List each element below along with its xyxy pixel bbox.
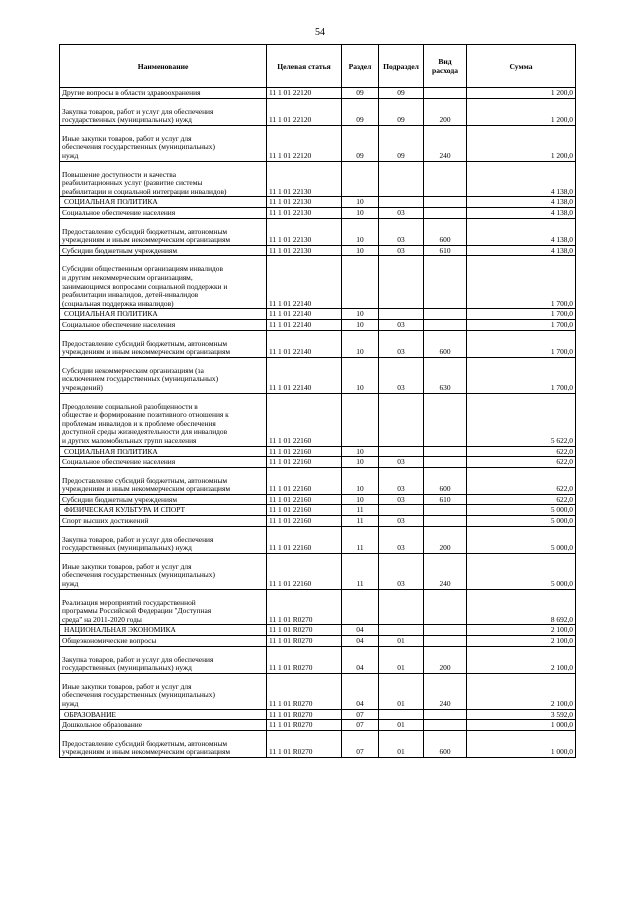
cell-subsection: 03	[379, 330, 424, 357]
cell-expense-type	[424, 256, 467, 309]
cell-name: ФИЗИЧЕСКАЯ КУЛЬТУРА И СПОРТ	[60, 505, 267, 516]
cell-amount: 1 700,0	[467, 357, 576, 393]
table-row	[60, 589, 576, 625]
budget-table	[59, 44, 576, 758]
cell-section: 11	[342, 505, 379, 516]
cell-amount: 1 200,0	[467, 88, 576, 99]
cell-target: 11 1 01 22130	[267, 197, 342, 208]
cell-target: 11 1 01 R0270	[267, 636, 342, 647]
table-row	[60, 730, 576, 757]
cell-section	[342, 393, 379, 446]
cell-name: Социальное обеспечение населения	[60, 207, 267, 218]
cell-target: 11 1 01 22130	[267, 207, 342, 218]
cell-target: 11 1 01 22140	[267, 319, 342, 330]
header-target: Целевая статья	[267, 45, 342, 88]
cell-section: 10	[342, 467, 379, 494]
cell-amount: 1 200,0	[467, 98, 576, 125]
cell-name: Предоставление субсидий бюджетным, автономным учреждениям и иным некоммерческим организациям	[60, 218, 267, 245]
cell-subsection: 01	[379, 673, 424, 709]
cell-expense-type: 600	[424, 467, 467, 494]
table-row	[60, 446, 576, 457]
cell-target: 11 1 01 R0270	[267, 709, 342, 720]
cell-amount: 4 138,0	[467, 197, 576, 208]
cell-name: Иные закупки товаров, работ и услуг для обеспечения государственных (муниципальных) нужд	[60, 553, 267, 589]
cell-section: 09	[342, 98, 379, 125]
table-row	[60, 646, 576, 673]
cell-section: 10	[342, 446, 379, 457]
cell-section: 04	[342, 636, 379, 647]
cell-section: 09	[342, 88, 379, 99]
table-row	[60, 125, 576, 161]
cell-amount: 622,0	[467, 494, 576, 505]
cell-expense-type	[424, 636, 467, 647]
cell-amount: 1 700,0	[467, 319, 576, 330]
table-row	[60, 720, 576, 731]
cell-subsection	[379, 709, 424, 720]
cell-amount: 2 100,0	[467, 673, 576, 709]
cell-subsection: 03	[379, 207, 424, 218]
cell-subsection	[379, 589, 424, 625]
table-row	[60, 319, 576, 330]
cell-section: 10	[342, 357, 379, 393]
header-name: Наименование	[60, 45, 267, 88]
cell-name: Иные закупки товаров, работ и услуг для обеспечения государственных (муниципальных) нужд	[60, 125, 267, 161]
table-row	[60, 393, 576, 446]
cell-name: Субсидии некоммерческим организациям (за исключением государственных (муниципальных) учреждений)	[60, 357, 267, 393]
cell-name: Закупка товаров, работ и услуг для обеспечения государственных (муниципальных) нужд	[60, 646, 267, 673]
cell-expense-type	[424, 161, 467, 197]
cell-subsection	[379, 446, 424, 457]
cell-expense-type: 600	[424, 218, 467, 245]
cell-amount: 5 000,0	[467, 505, 576, 516]
cell-name: Дошкольное образование	[60, 720, 267, 731]
cell-expense-type	[424, 625, 467, 636]
table-row	[60, 98, 576, 125]
cell-subsection: 03	[379, 319, 424, 330]
cell-subsection: 03	[379, 357, 424, 393]
cell-expense-type: 240	[424, 673, 467, 709]
cell-target: 11 1 01 22160	[267, 553, 342, 589]
cell-target: 11 1 01 R0270	[267, 730, 342, 757]
cell-target: 11 1 01 22160	[267, 505, 342, 516]
cell-subsection: 09	[379, 98, 424, 125]
cell-section: 11	[342, 553, 379, 589]
cell-subsection: 03	[379, 467, 424, 494]
cell-subsection	[379, 256, 424, 309]
cell-amount: 2 100,0	[467, 646, 576, 673]
cell-name: Субсидии общественным организациям инвалидов и другим некоммерческим организациям, занимающимся вопросами социальной поддержки и реабилитации инвалидов, детей-инвалидов (социальная поддержка инвалидов)	[60, 256, 267, 309]
cell-target: 11 1 01 22140	[267, 330, 342, 357]
cell-expense-type: 630	[424, 357, 467, 393]
cell-name: Реализация мероприятий государственной программы Российской Федерации "Доступная среда" на 2011-2020 годы	[60, 589, 267, 625]
cell-name: Социальное обеспечение населения	[60, 319, 267, 330]
cell-subsection	[379, 309, 424, 320]
cell-amount: 8 692,0	[467, 589, 576, 625]
cell-section: 10	[342, 319, 379, 330]
cell-target: 11 1 01 22120	[267, 125, 342, 161]
table-row	[60, 673, 576, 709]
cell-section	[342, 161, 379, 197]
cell-target: 11 1 01 22160	[267, 516, 342, 527]
cell-expense-type: 240	[424, 553, 467, 589]
cell-amount: 622,0	[467, 446, 576, 457]
cell-name: СОЦИАЛЬНАЯ ПОЛИТИКА	[60, 446, 267, 457]
table-row	[60, 161, 576, 197]
cell-expense-type	[424, 720, 467, 731]
cell-name: ОБРАЗОВАНИЕ	[60, 709, 267, 720]
cell-expense-type: 200	[424, 526, 467, 553]
cell-amount: 4 138,0	[467, 218, 576, 245]
cell-name: Предоставление субсидий бюджетным, автономным учреждениям и иным некоммерческим организациям	[60, 330, 267, 357]
cell-amount: 1 700,0	[467, 330, 576, 357]
table-row	[60, 245, 576, 256]
table-row	[60, 256, 576, 309]
cell-expense-type	[424, 457, 467, 468]
cell-target: 11 1 01 R0270	[267, 646, 342, 673]
cell-subsection	[379, 197, 424, 208]
cell-amount: 4 138,0	[467, 161, 576, 197]
cell-subsection	[379, 393, 424, 446]
table-row	[60, 516, 576, 527]
table-row	[60, 207, 576, 218]
cell-expense-type	[424, 319, 467, 330]
cell-amount: 2 100,0	[467, 625, 576, 636]
cell-amount: 4 138,0	[467, 245, 576, 256]
cell-section: 10	[342, 245, 379, 256]
cell-name: Предоставление субсидий бюджетным, автономным учреждениям и иным некоммерческим организациям	[60, 730, 267, 757]
cell-target: 11 1 01 R0270	[267, 589, 342, 625]
table-row	[60, 494, 576, 505]
cell-section: 10	[342, 494, 379, 505]
cell-target: 11 1 01 22130	[267, 218, 342, 245]
cell-amount: 622,0	[467, 467, 576, 494]
cell-section	[342, 589, 379, 625]
cell-name: НАЦИОНАЛЬНАЯ ЭКОНОМИКА	[60, 625, 267, 636]
header-amount: Сумма	[467, 45, 576, 88]
cell-section: 10	[342, 218, 379, 245]
cell-subsection: 03	[379, 245, 424, 256]
cell-name: Другие вопросы в области здравоохранения	[60, 88, 267, 99]
table-header-row	[60, 45, 576, 88]
cell-name: Закупка товаров, работ и услуг для обеспечения государственных (муниципальных) нужд	[60, 526, 267, 553]
table-row	[60, 467, 576, 494]
cell-subsection: 09	[379, 88, 424, 99]
cell-target: 11 1 01 22160	[267, 494, 342, 505]
cell-subsection: 01	[379, 720, 424, 731]
table-row	[60, 625, 576, 636]
cell-name: СОЦИАЛЬНАЯ ПОЛИТИКА	[60, 309, 267, 320]
cell-target: 11 1 01 22160	[267, 526, 342, 553]
cell-subsection	[379, 161, 424, 197]
cell-target: 11 1 01 22130	[267, 245, 342, 256]
cell-subsection: 03	[379, 218, 424, 245]
cell-amount: 2 100,0	[467, 636, 576, 647]
table-row	[60, 526, 576, 553]
cell-section: 10	[342, 309, 379, 320]
cell-expense-type: 610	[424, 494, 467, 505]
table-row	[60, 709, 576, 720]
cell-name: Иные закупки товаров, работ и услуг для обеспечения государственных (муниципальных) нужд	[60, 673, 267, 709]
cell-expense-type	[424, 309, 467, 320]
cell-section: 10	[342, 197, 379, 208]
table-row	[60, 505, 576, 516]
cell-target: 11 1 01 22130	[267, 161, 342, 197]
cell-section: 11	[342, 526, 379, 553]
cell-expense-type: 610	[424, 245, 467, 256]
cell-target: 11 1 01 R0270	[267, 625, 342, 636]
header-section: Раздел	[342, 45, 379, 88]
header-expense-type: Вид расхода	[424, 45, 467, 88]
cell-subsection: 03	[379, 494, 424, 505]
cell-section	[342, 256, 379, 309]
table-row	[60, 636, 576, 647]
cell-section: 07	[342, 720, 379, 731]
cell-amount: 622,0	[467, 457, 576, 468]
cell-expense-type	[424, 197, 467, 208]
cell-subsection: 01	[379, 636, 424, 647]
cell-section: 04	[342, 625, 379, 636]
cell-expense-type: 600	[424, 330, 467, 357]
cell-expense-type	[424, 446, 467, 457]
cell-expense-type: 200	[424, 98, 467, 125]
cell-section: 07	[342, 730, 379, 757]
cell-expense-type	[424, 207, 467, 218]
cell-expense-type	[424, 505, 467, 516]
cell-subsection	[379, 625, 424, 636]
cell-expense-type	[424, 393, 467, 446]
cell-name: Субсидии бюджетным учреждениям	[60, 245, 267, 256]
cell-amount: 5 622,0	[467, 393, 576, 446]
cell-amount: 5 000,0	[467, 553, 576, 589]
cell-name: Субсидии бюджетным учреждениям	[60, 494, 267, 505]
table-body	[60, 88, 576, 758]
cell-section: 07	[342, 709, 379, 720]
cell-name: Предоставление субсидий бюджетным, автономным учреждениям и иным некоммерческим организациям	[60, 467, 267, 494]
cell-target: 11 1 01 22120	[267, 98, 342, 125]
cell-name: Закупка товаров, работ и услуг для обеспечения государственных (муниципальных) нужд	[60, 98, 267, 125]
cell-expense-type	[424, 516, 467, 527]
cell-subsection: 01	[379, 646, 424, 673]
cell-name: Преодоление социальной разобщенности в обществе и формирование позитивного отношения к проблемам инвалидов и к проблеме обеспечения доступной среды жизнедеятельности для инвалидов и других маломобильных групп населения	[60, 393, 267, 446]
cell-name: Повышение доступности и качества реабилитационных услуг (развитие системы реабилитации и социальной интеграции инвалидов)	[60, 161, 267, 197]
cell-amount: 1 700,0	[467, 309, 576, 320]
cell-target: 11 1 01 22140	[267, 309, 342, 320]
cell-target: 11 1 01 22160	[267, 446, 342, 457]
table-row	[60, 357, 576, 393]
header-subsection: Подраздел	[379, 45, 424, 88]
cell-amount: 1 700,0	[467, 256, 576, 309]
cell-expense-type	[424, 709, 467, 720]
cell-name: Общеэкономические вопросы	[60, 636, 267, 647]
table-row	[60, 197, 576, 208]
cell-subsection: 03	[379, 553, 424, 589]
cell-section: 10	[342, 330, 379, 357]
cell-subsection: 01	[379, 730, 424, 757]
table-row	[60, 218, 576, 245]
cell-subsection: 03	[379, 457, 424, 468]
cell-subsection: 03	[379, 516, 424, 527]
cell-subsection: 09	[379, 125, 424, 161]
cell-amount: 4 138,0	[467, 207, 576, 218]
cell-section: 10	[342, 207, 379, 218]
table-row	[60, 88, 576, 99]
cell-target: 11 1 01 R0270	[267, 673, 342, 709]
cell-target: 11 1 01 22140	[267, 256, 342, 309]
cell-amount: 5 000,0	[467, 516, 576, 527]
cell-expense-type: 200	[424, 646, 467, 673]
cell-section: 04	[342, 673, 379, 709]
cell-section: 04	[342, 646, 379, 673]
cell-section: 10	[342, 457, 379, 468]
table-row	[60, 309, 576, 320]
cell-target: 11 1 01 22160	[267, 457, 342, 468]
cell-expense-type: 600	[424, 730, 467, 757]
cell-name: СОЦИАЛЬНАЯ ПОЛИТИКА	[60, 197, 267, 208]
table-row	[60, 330, 576, 357]
cell-amount: 5 000,0	[467, 526, 576, 553]
page-number: 54	[315, 27, 325, 38]
cell-expense-type: 240	[424, 125, 467, 161]
cell-target: 11 1 01 22160	[267, 467, 342, 494]
cell-expense-type	[424, 589, 467, 625]
cell-section: 11	[342, 516, 379, 527]
table-row	[60, 553, 576, 589]
cell-subsection	[379, 505, 424, 516]
cell-expense-type	[424, 88, 467, 99]
cell-target: 11 1 01 22160	[267, 393, 342, 446]
cell-name: Спорт высших достижений	[60, 516, 267, 527]
cell-section: 09	[342, 125, 379, 161]
cell-name: Социальное обеспечение населения	[60, 457, 267, 468]
cell-amount: 1 000,0	[467, 720, 576, 731]
cell-subsection: 03	[379, 526, 424, 553]
cell-target: 11 1 01 22140	[267, 357, 342, 393]
cell-target: 11 1 01 R0270	[267, 720, 342, 731]
cell-amount: 1 000,0	[467, 730, 576, 757]
cell-amount: 3 592,0	[467, 709, 576, 720]
cell-target: 11 1 01 22120	[267, 88, 342, 99]
cell-amount: 1 200,0	[467, 125, 576, 161]
table-row	[60, 457, 576, 468]
